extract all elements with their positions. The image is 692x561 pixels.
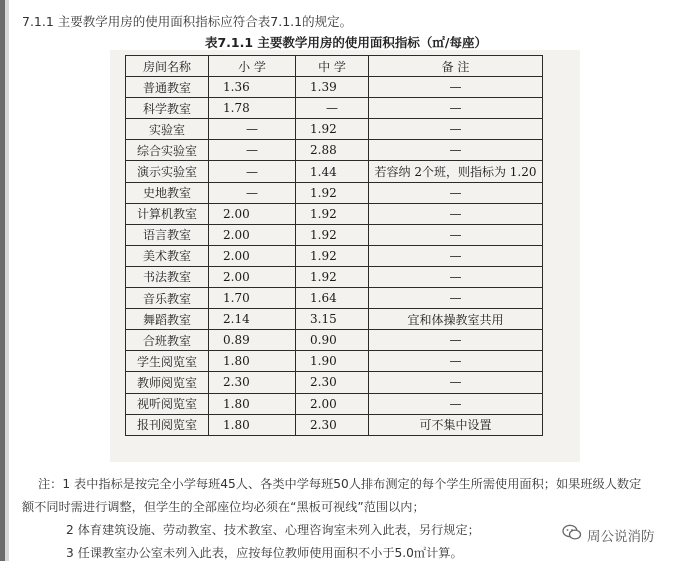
primary-value-cell: — bbox=[209, 182, 296, 203]
primary-value-cell: 1.70 bbox=[209, 288, 296, 309]
primary-value-cell: 1.36 bbox=[209, 77, 296, 98]
header-primary-school: 小 学 bbox=[209, 56, 296, 77]
room-name-cell: 美术教室 bbox=[126, 245, 209, 266]
table-row bbox=[126, 414, 543, 435]
remark-cell: — bbox=[369, 203, 543, 224]
middle-value-cell: 3.15 bbox=[296, 309, 369, 330]
remark-cell: — bbox=[369, 372, 543, 393]
room-name-cell: 报刊阅览室 bbox=[126, 414, 209, 435]
room-name-cell: 合班教室 bbox=[126, 330, 209, 351]
primary-value-cell: 1.80 bbox=[209, 351, 296, 372]
wechat-icon bbox=[562, 524, 582, 545]
middle-value-cell: 0.90 bbox=[296, 330, 369, 351]
middle-value-cell: 1.39 bbox=[296, 77, 369, 98]
remark-cell: — bbox=[369, 119, 543, 140]
clause-text: 7.1.1 主要教学用房的使用面积指标应符合表7.1.1的规定。 bbox=[22, 14, 353, 29]
middle-value-cell: 1.92 bbox=[296, 224, 369, 245]
table-row bbox=[126, 140, 543, 161]
note-2: 2 体育建筑设施、劳动教室、技术教室、心理咨询室未列入此表，另行规定； bbox=[66, 523, 480, 537]
remark-cell: — bbox=[369, 77, 543, 98]
middle-value-cell: 1.92 bbox=[296, 119, 369, 140]
room-name-cell: 科学教室 bbox=[126, 98, 209, 119]
remark-cell: 若容纳 2个班，则指标为 1.20 bbox=[369, 161, 543, 182]
watermark bbox=[562, 524, 655, 545]
remark-cell: 可不集中设置 bbox=[369, 414, 543, 435]
room-name-cell: 舞蹈教室 bbox=[126, 309, 209, 330]
remark-cell: — bbox=[369, 224, 543, 245]
middle-value-cell: 1.92 bbox=[296, 182, 369, 203]
table-caption: 表7.1.1 主要教学用房的使用面积指标（㎡/每座） bbox=[204, 35, 487, 50]
middle-value-cell: 1.64 bbox=[296, 288, 369, 309]
note-3: 3 任课教室办公室未列入此表，应按每位教师使用面积不小于5.0㎡计算。 bbox=[66, 546, 463, 560]
room-name-cell: 普通教室 bbox=[126, 77, 209, 98]
left-border-inner bbox=[5, 0, 9, 561]
table-row bbox=[126, 203, 543, 224]
primary-value-cell: — bbox=[209, 119, 296, 140]
middle-value-cell: 1.92 bbox=[296, 266, 369, 287]
primary-value-cell: — bbox=[209, 140, 296, 161]
middle-value-cell: 1.44 bbox=[296, 161, 369, 182]
header-remarks: 备 注 bbox=[369, 56, 543, 77]
table-row bbox=[126, 288, 543, 309]
remark-cell: — bbox=[369, 98, 543, 119]
remark-cell: — bbox=[369, 266, 543, 287]
note-1-line-2: 额不同时需进行调整，但学生的全部座位均必须在“黑板可视线”范围以内； bbox=[22, 500, 425, 514]
table-row bbox=[126, 393, 543, 414]
primary-value-cell: 2.00 bbox=[209, 203, 296, 224]
room-name-cell: 学生阅览室 bbox=[126, 351, 209, 372]
primary-value-cell: 1.80 bbox=[209, 393, 296, 414]
room-name-cell: 语言教室 bbox=[126, 224, 209, 245]
area-index-table bbox=[125, 55, 543, 436]
room-name-cell: 综合实验室 bbox=[126, 140, 209, 161]
table-row bbox=[126, 224, 543, 245]
table-row bbox=[126, 182, 543, 203]
watermark-text: 周公说消防 bbox=[587, 528, 655, 545]
middle-value-cell: 2.88 bbox=[296, 140, 369, 161]
middle-value-cell: 1.90 bbox=[296, 351, 369, 372]
primary-value-cell: 2.00 bbox=[209, 224, 296, 245]
table-row bbox=[126, 330, 543, 351]
remark-cell: 宜和体操教室共用 bbox=[369, 309, 543, 330]
primary-value-cell: 0.89 bbox=[209, 330, 296, 351]
note-1-line-1: 注：1 表中指标是按完全小学每班45人、各类中学每班50人排布测定的每个学生所需使用面积；如果班级人数定 bbox=[38, 477, 642, 491]
middle-value-cell: 2.30 bbox=[296, 372, 369, 393]
middle-value-cell: 1.92 bbox=[296, 245, 369, 266]
middle-value-cell: — bbox=[296, 98, 369, 119]
remark-cell: — bbox=[369, 288, 543, 309]
primary-value-cell: — bbox=[209, 161, 296, 182]
remark-cell: — bbox=[369, 245, 543, 266]
table-header-row bbox=[126, 56, 543, 77]
remark-cell: — bbox=[369, 393, 543, 414]
room-name-cell: 史地教室 bbox=[126, 182, 209, 203]
primary-value-cell: 2.00 bbox=[209, 266, 296, 287]
remark-cell: — bbox=[369, 351, 543, 372]
room-name-cell: 计算机教室 bbox=[126, 203, 209, 224]
header-room-name: 房间名称 bbox=[126, 56, 209, 77]
table-row bbox=[126, 372, 543, 393]
room-name-cell: 书法教室 bbox=[126, 266, 209, 287]
room-name-cell: 音乐教室 bbox=[126, 288, 209, 309]
table-row bbox=[126, 161, 543, 182]
room-name-cell: 视听阅览室 bbox=[126, 393, 209, 414]
remark-cell: — bbox=[369, 140, 543, 161]
table-row bbox=[126, 309, 543, 330]
room-name-cell: 演示实验室 bbox=[126, 161, 209, 182]
table-row bbox=[126, 98, 543, 119]
remark-cell: — bbox=[369, 330, 543, 351]
header-middle-school: 中 学 bbox=[296, 56, 369, 77]
middle-value-cell: 2.00 bbox=[296, 393, 369, 414]
primary-value-cell: 1.80 bbox=[209, 414, 296, 435]
primary-value-cell: 2.00 bbox=[209, 245, 296, 266]
room-name-cell: 实验室 bbox=[126, 119, 209, 140]
middle-value-cell: 1.92 bbox=[296, 203, 369, 224]
middle-value-cell: 2.30 bbox=[296, 414, 369, 435]
table-row bbox=[126, 351, 543, 372]
primary-value-cell: 2.14 bbox=[209, 309, 296, 330]
primary-value-cell: 2.30 bbox=[209, 372, 296, 393]
remark-cell: — bbox=[369, 182, 543, 203]
table-row bbox=[126, 77, 543, 98]
table-row bbox=[126, 266, 543, 287]
room-name-cell: 教师阅览室 bbox=[126, 372, 209, 393]
primary-value-cell: 1.78 bbox=[209, 98, 296, 119]
table-row bbox=[126, 119, 543, 140]
table-row bbox=[126, 245, 543, 266]
